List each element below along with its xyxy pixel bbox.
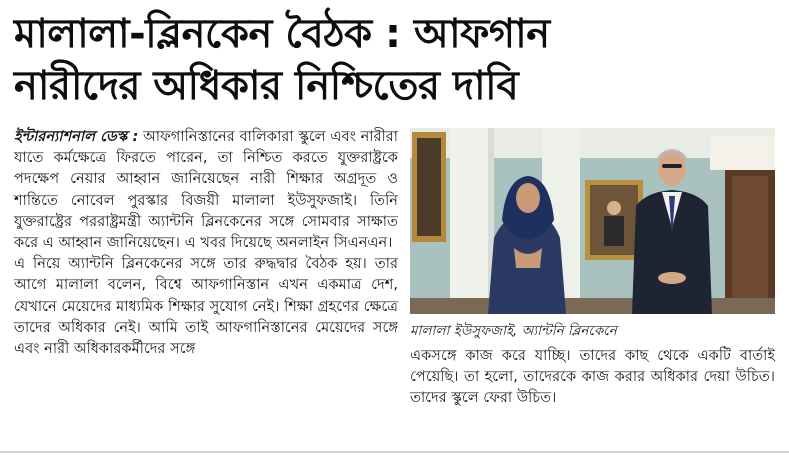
headline-line-2: নারীদের অধিকার নিশ্চিতের দাবি bbox=[14, 63, 519, 109]
article-paragraph-1 bbox=[14, 126, 398, 253]
article-paragraph-2: এ নিয়ে অ্যান্টনি ব্লিনকেনের সঙ্গে তার রুদ্ধদ্বার বৈঠক হয়। তার আগে মালালা বলেন, বিশ্বে আফগানিস্তান এখন একমাত্র দেশ, যেখানে মেয়েদের মাধ্যমিক শিক্ষার সুযোগ নেই। শিক্ষা গ্রহণের ক্ষেত্রে তাদের অধিকার নেই। আমি তাই আফগানিস্তানের মেয়েদের সঙ্গে এবং নারী অধিকারকর্মীদের সঙ্গে bbox=[14, 255, 398, 358]
article-paragraph-3: একসঙ্গে কাজ করে যাচ্ছি। তাদের কাছ থেকে একটি বার্তাই পেয়েছি। তা হলো, তাদেরকে কাজ করার অধিকার দেয়া উচিত। তাদের স্কুলে ফেরা উচিত। bbox=[410, 347, 775, 407]
headline-line-1: মালালা-ব্লিনকেন বৈঠক : আফগান bbox=[14, 11, 550, 57]
photo-illustration bbox=[410, 128, 775, 314]
photo-caption: মালালা ইউসুফজাই, অ্যান্টনি ব্লিনকেনে bbox=[410, 323, 617, 339]
article-left-column bbox=[14, 126, 398, 359]
article-paragraph-1-text: আফগানিস্তানের বালিকারা স্কুলে এবং নারীরা যাতে কর্মক্ষেত্রে ফিরতে পারেন, তা নিশ্চিত করতে যুক্তরাষ্ট্রকে পদক্ষেপ নেয়ার আহ্বান জানিয়েছেন নারী শিক্ষার অগ্রদূত ও শান্তিতে নোবেল পুরস্কার বিজয়ী মালালা ইউসুফজাই। তিনি যুক্তরাষ্ট্রের পররাষ্ট্রমন্ত্রী অ্যান্টনি ব্লিনকেনের সঙ্গে সোমবার সাক্ষাত করে এ আহ্বান জানিয়েছেন। এ খবর দিয়েছে অনলাইন সিএনএন। bbox=[14, 128, 398, 252]
dateline: ইন্টারন্যাশনাল ডেস্ক : bbox=[14, 128, 139, 145]
article-photo bbox=[410, 128, 775, 314]
bottom-divider bbox=[0, 451, 789, 453]
headline bbox=[14, 8, 774, 112]
article-right-column bbox=[410, 345, 775, 409]
